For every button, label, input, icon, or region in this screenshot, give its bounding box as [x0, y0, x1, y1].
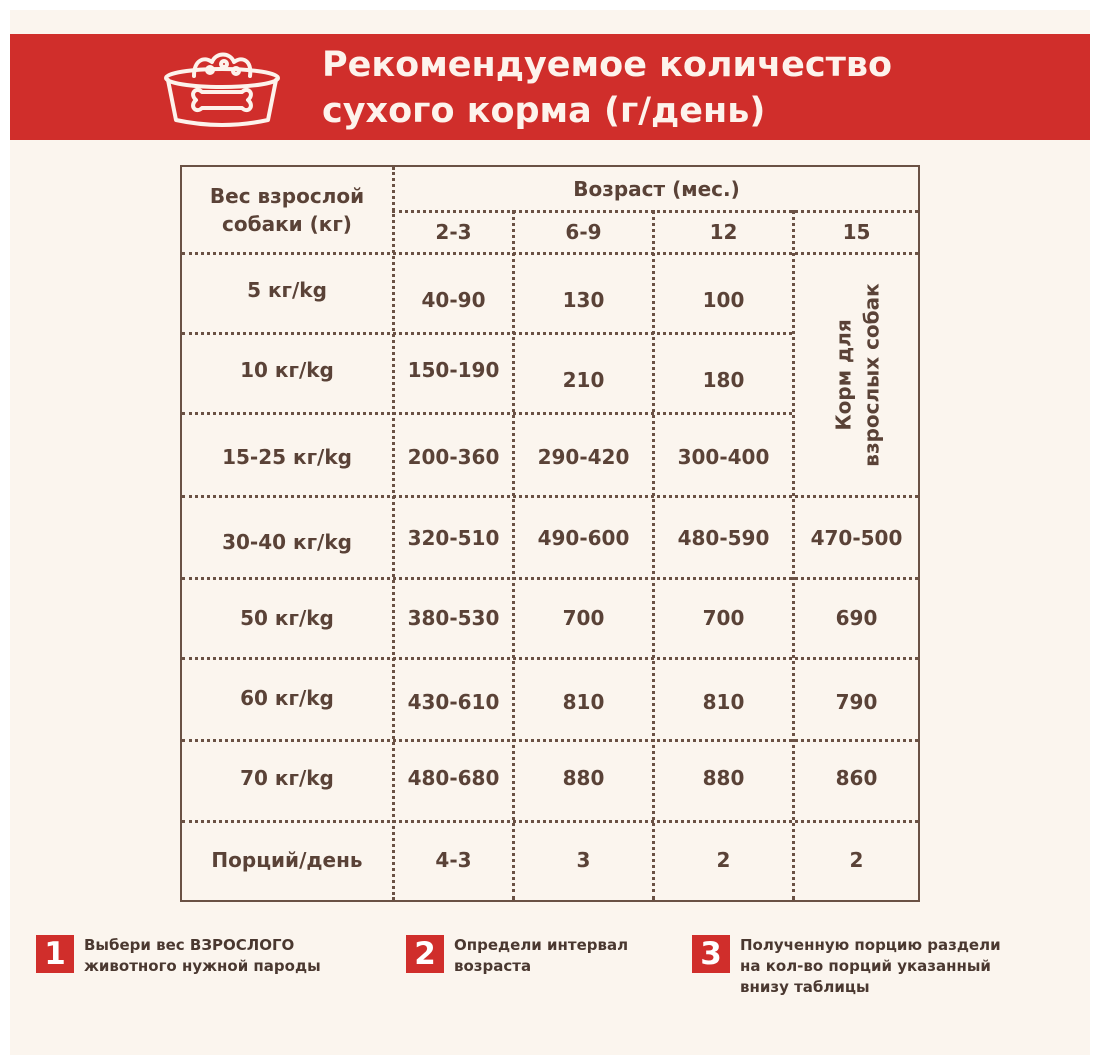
step-number: 3 [692, 935, 730, 973]
title-line-2: сухого корма (г/день) [322, 91, 766, 131]
value-cell: 150-190 [407, 358, 500, 382]
weight-header [182, 167, 392, 252]
weight-cell: 50 кг/kg [240, 606, 334, 630]
row-divider [182, 577, 918, 580]
adult-food-note [795, 255, 920, 495]
value-cell: 2 [849, 848, 864, 872]
portions-label: Порций/день [211, 848, 363, 872]
age-column-header: 6-9 [565, 220, 602, 244]
value-cell: 100 [702, 288, 745, 312]
value-cell: 130 [562, 288, 605, 312]
step-text-line: на кол-во порций указанный [740, 957, 991, 975]
age-column-header: 15 [842, 220, 871, 244]
value-cell: 2 [716, 848, 731, 872]
feeding-table [180, 165, 920, 902]
value-cell: 700 [702, 606, 745, 630]
step-number: 2 [406, 935, 444, 973]
age-column-header: 2-3 [435, 220, 472, 244]
value-cell: 4-3 [435, 848, 472, 872]
adult-food-line-1: Корм для [831, 319, 856, 431]
value-cell: 3 [576, 848, 591, 872]
weight-header-line-2: собаки (кг) [222, 211, 352, 236]
value-cell: 40-90 [421, 288, 486, 312]
value-cell: 320-510 [407, 526, 500, 550]
page [10, 10, 1090, 1055]
value-cell: 480-680 [407, 766, 500, 790]
step-1 [36, 935, 321, 977]
step-text-line: внизу таблицы [740, 978, 870, 996]
step-text-line: Полученную порцию раздели [740, 936, 1001, 954]
step-text [454, 935, 628, 977]
value-cell: 690 [835, 606, 878, 630]
value-cell: 470-500 [810, 526, 903, 550]
step-2 [406, 935, 628, 977]
step-number: 1 [36, 935, 74, 973]
value-cell: 490-600 [537, 526, 630, 550]
adult-food-line-2: взрослых собак [859, 283, 884, 467]
step-text [84, 935, 321, 977]
step-3 [692, 935, 1001, 998]
weight-cell: 70 кг/kg [240, 766, 334, 790]
value-cell: 380-530 [407, 606, 500, 630]
value-cell: 210 [562, 368, 605, 392]
value-cell: 790 [835, 690, 878, 714]
value-cell: 880 [702, 766, 745, 790]
step-text [740, 935, 1001, 998]
value-cell: 290-420 [537, 445, 630, 469]
value-cell: 300-400 [677, 445, 770, 469]
weight-cell: 15-25 кг/kg [222, 445, 352, 469]
step-text-line: возраста [454, 957, 532, 975]
weight-cell: 10 кг/kg [240, 358, 334, 382]
weight-cell: 5 кг/kg [247, 278, 327, 302]
value-cell: 200-360 [407, 445, 500, 469]
header-banner [10, 34, 1090, 140]
value-cell: 700 [562, 606, 605, 630]
step-text-line: животного нужной пароды [84, 957, 321, 975]
age-column-header: 12 [709, 220, 738, 244]
title-line-1: Рекомендуемое количество [322, 45, 893, 85]
dog-bowl-with-bone-icon [160, 46, 284, 132]
value-cell: 810 [702, 690, 745, 714]
row-divider [182, 739, 918, 742]
weight-cell: 60 кг/kg [240, 686, 334, 710]
weight-cell: 30-40 кг/kg [222, 530, 352, 554]
value-cell: 860 [835, 766, 878, 790]
value-cell: 430-610 [407, 690, 500, 714]
value-cell: 480-590 [677, 526, 770, 550]
row-divider [182, 495, 918, 498]
weight-header-line-1: Вес взрослой [209, 183, 365, 208]
step-text-line: Выбери вес ВЗРОСЛОГО [84, 936, 295, 954]
page-title [322, 42, 892, 134]
value-cell: 180 [702, 368, 745, 392]
step-text-line: Определи интервал [454, 936, 629, 954]
value-cell: 880 [562, 766, 605, 790]
row-divider [182, 820, 918, 823]
age-header: Возраст (мес.) [573, 176, 740, 201]
value-cell: 810 [562, 690, 605, 714]
row-divider [182, 657, 918, 660]
